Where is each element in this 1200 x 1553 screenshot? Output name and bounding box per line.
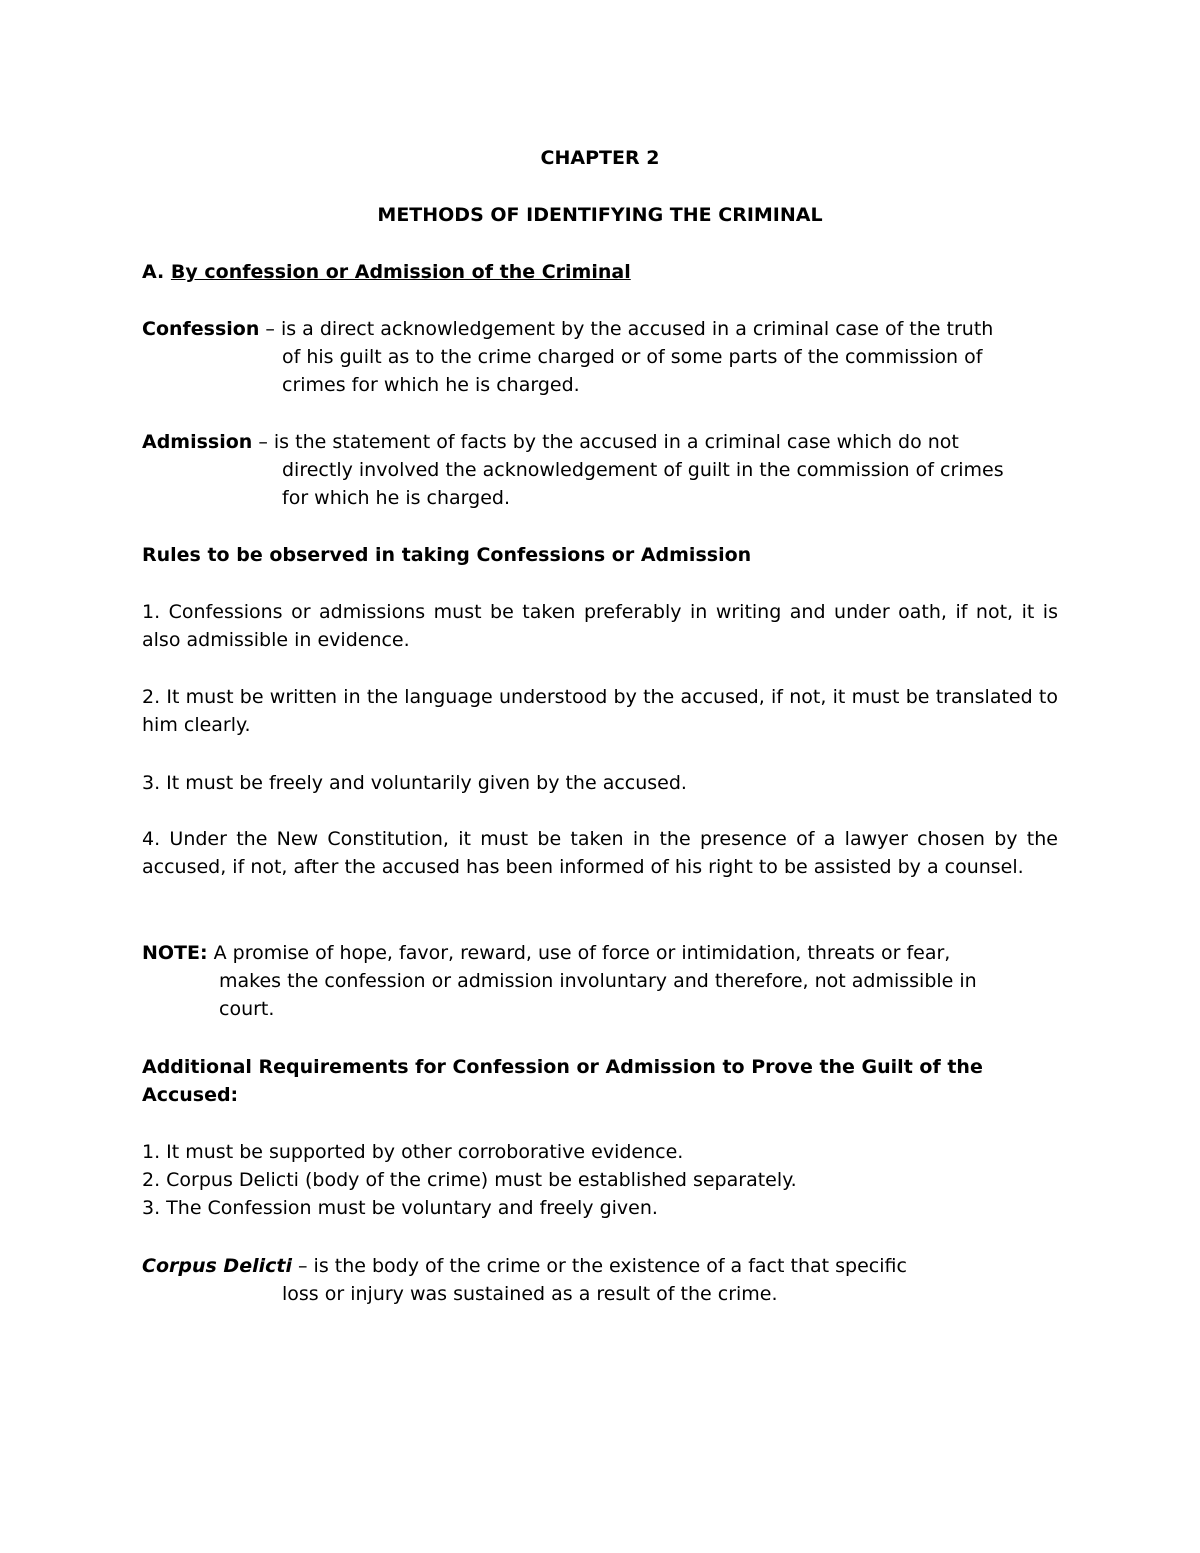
note-line-1: [142, 939, 1058, 967]
corpus-text-1: – is the body of the crime or the existence of a fact that specific: [291, 1255, 907, 1277]
confession-line-1: [142, 315, 1058, 343]
rules-item-2: 2. It must be written in the language understood by the accused, if not, it must be translated to him clearly.: [142, 686, 1058, 736]
corpus-term: Corpus Delicti: [142, 1255, 292, 1277]
admission-text-3: for which he is charged.: [282, 487, 510, 509]
note-text-1: A promise of hope, favor, reward, use of force or intimidation, threats or fear,: [207, 942, 951, 964]
admission-definition: [142, 428, 1058, 512]
confession-term: Confession: [142, 318, 260, 340]
chapter-title: METHODS OF IDENTIFYING THE CRIMINAL: [377, 204, 823, 226]
confession-text-3: crimes for which he is charged.: [282, 374, 580, 396]
corpus-line-1: [142, 1252, 1058, 1280]
confession-definition: [142, 315, 1058, 399]
additional-heading: Additional Requirements for Confession or Admission to Prove the Guilt of the Accused:: [142, 1056, 983, 1106]
note-label: NOTE:: [142, 942, 208, 964]
admission-text-1: – is the statement of facts by the accused in a criminal case which do not: [252, 431, 959, 453]
rules-item-3: 3. It must be freely and voluntarily given by the accused.: [142, 772, 687, 794]
chapter-heading: CHAPTER 2: [540, 147, 660, 169]
rules-heading: Rules to be observed in taking Confessions or Admission: [142, 544, 752, 566]
admission-line-1: [142, 428, 1058, 456]
additional-item-2: 2. Corpus Delicti (body of the crime) must be established separately.: [142, 1169, 797, 1191]
additional-item-3: 3. The Confession must be voluntary and freely given.: [142, 1197, 658, 1219]
rules-item-1: 1. Confessions or admissions must be taken preferably in writing and under oath, if not, it is also admissible in evidence.: [142, 601, 1058, 651]
admission-text-2: directly involved the acknowledgement of guilt in the commission of crimes: [282, 459, 1004, 481]
note-text-3: court.: [219, 998, 275, 1020]
corpus-text-2: loss or injury was sustained as a result of the crime.: [282, 1283, 778, 1305]
rules-item-4: 4. Under the New Constitution, it must be taken in the presence of a lawyer chosen by the accused, if not, after the accused has been informed of his right to be assisted by a counsel.: [142, 828, 1058, 878]
note-block: [142, 939, 1058, 1023]
additional-item-1: 1. It must be supported by other corroborative evidence.: [142, 1141, 684, 1163]
section-a-prefix: A.: [142, 261, 165, 283]
admission-term: Admission: [142, 431, 253, 453]
corpus-definition: [142, 1252, 1058, 1308]
section-a-title: By confession or Admission of the Criminal: [170, 261, 631, 283]
note-text-2: makes the confession or admission involuntary and therefore, not admissible in: [219, 970, 977, 992]
confession-text-1: – is a direct acknowledgement by the accused in a criminal case of the truth: [259, 318, 994, 340]
confession-text-2: of his guilt as to the crime charged or of some parts of the commission of: [282, 346, 983, 368]
section-a-heading: [142, 258, 1058, 286]
